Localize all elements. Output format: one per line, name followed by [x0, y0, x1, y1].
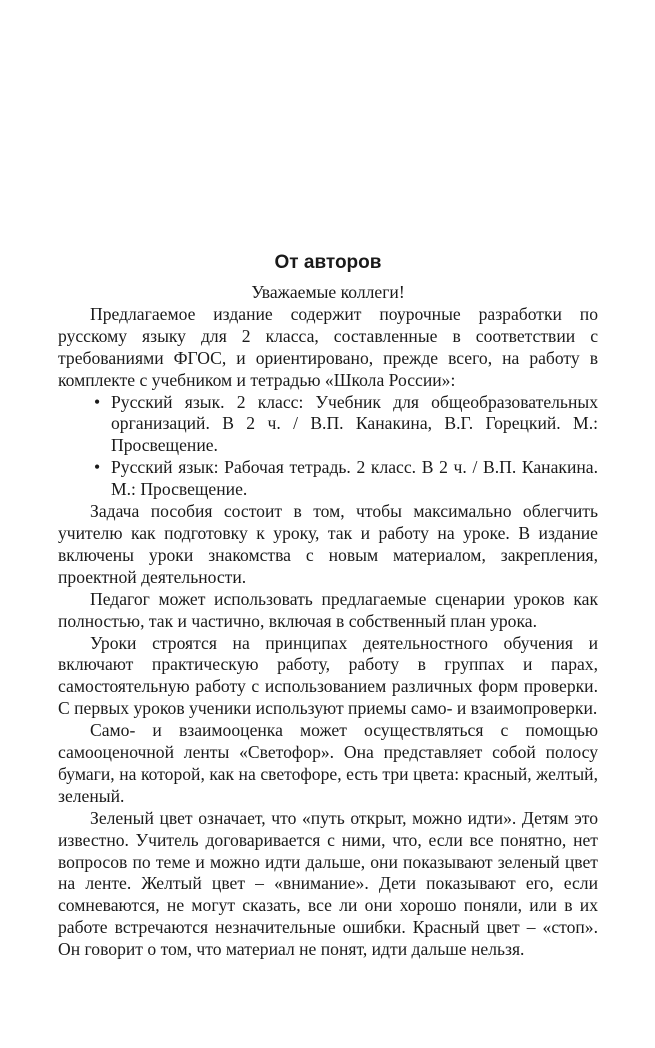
list-item: [94, 391, 598, 458]
bullet-icon: •: [94, 391, 101, 412]
greeting-line: Уважаемые коллеги!: [251, 282, 405, 302]
paragraph-purpose: Задача пособия состоит в том, чтобы максимально облегчить учителю как подготовку к уроку, так и работу на уроке. В издание включены уроки знакомства с новым материалом, закрепления, проектной деятельности.: [58, 501, 598, 587]
list-item-text: Русский язык. 2 класс: Учебник для общеобразовательных организаций. В 2 ч. / В.П. Канакина, В.Г. Горецкий. М.: Просвещение.: [111, 391, 598, 456]
paragraph-usage: Педагог может использовать предлагаемые сценарии уроков как полностью, так и частично, включая в собственный план урока.: [58, 588, 598, 631]
list-item: [94, 457, 598, 501]
bullet-icon: •: [94, 457, 101, 478]
textbook-list: [58, 392, 598, 502]
section-heading: От авторов: [274, 252, 382, 273]
paragraph-self-assessment: Само- и взаимооценка может осуществляться с помощью самооценочной ленты «Светофор». Она представляет собой полосу бумаги, на которой, как на светофоре, есть три цвета: красный, желтый, зеленый.: [58, 720, 598, 806]
paragraph-principles: Уроки строятся на принципах деятельностного обучения и включают практическую работу, работу в группах и парах, самостоятельную работу с использованием различных форм проверки. С первых уроков ученики используют приемы само- и взаимопроверки.: [58, 632, 598, 719]
paragraph-traffic-light: Зеленый цвет означает, что «путь открыт, можно идти». Детям это известно. Учитель договаривается с ними, что, если все понятно, нет вопросов по теме и можно идти дальше, они показывают зеленый цвет на ленте. Желтый цвет – «внимание». Дети показывают его, если сомневаются, не могут сказать, все ли они хорошо поняли, или в их работе встречаются незначительные ошибки. Красный цвет – «стоп». Он говорит о том, что материал не понят, идти дальше нельзя.: [58, 807, 598, 960]
list-item-text: Русский язык: Рабочая тетрадь. 2 класс. В 2 ч. / В.П. Канакина. М.: Просвещение.: [111, 457, 598, 500]
intro-paragraph: Предлагаемое издание содержит поурочные разработки по русскому языку для 2 класса, составленные в соответствии с требованиями ФГОС, и ориентировано, прежде всего, на работу в комплекте с учебником и тетрадью «Школа России»:: [58, 303, 598, 390]
page-body: [58, 252, 598, 961]
